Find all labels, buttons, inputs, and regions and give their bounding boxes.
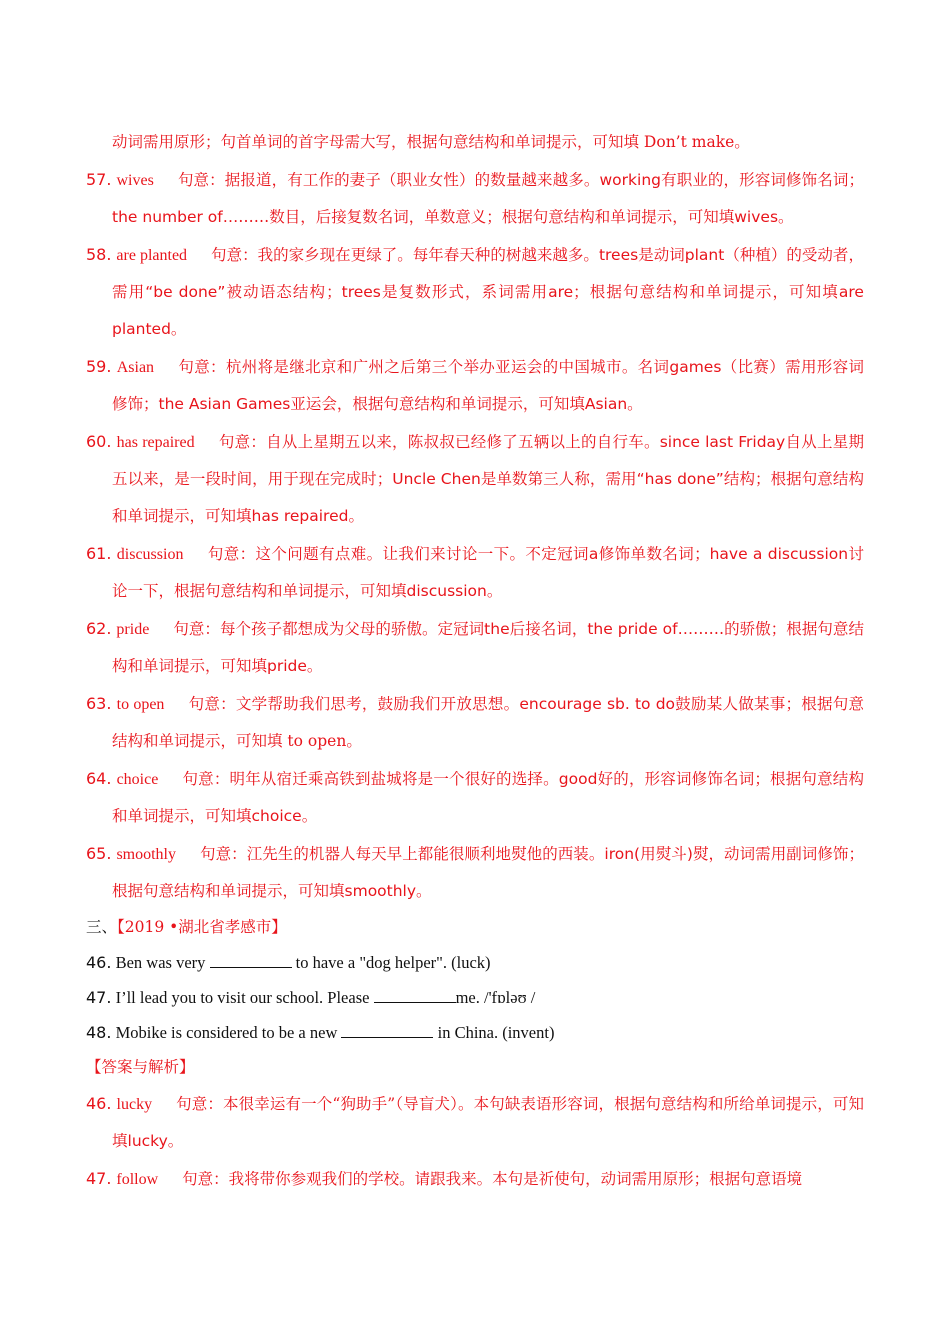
explanation-text: 。 (778, 208, 794, 226)
item-number: 46. (86, 1094, 112, 1113)
answer-item-57 (86, 161, 864, 236)
explanation-text: 亚运会，根据句意结构和单词提示，可知填 (290, 395, 585, 413)
english-term: working (599, 171, 661, 189)
item-number: 62. (86, 619, 112, 638)
english-term: are (548, 283, 574, 301)
answer-item-58 (86, 236, 864, 348)
english-term: plant (684, 246, 725, 264)
item-number: 57. (86, 170, 112, 189)
explanation-text: （种植）的 (724, 246, 802, 264)
explanation-text: 。 (348, 507, 364, 525)
answer-blank (210, 953, 292, 968)
english-term: wives (734, 208, 779, 226)
explanation-text: 句意：自从上星期五以来，陈叔叔已经修了五辆以上的自行车。 (218, 433, 660, 451)
explanation-text: 句意：这个问题有点难。让我们来讨论一下。不定冠词 (207, 545, 589, 563)
explanation-text: 。 (627, 395, 643, 413)
answer-word: to open (116, 696, 165, 713)
explanation-text: 据句意结构和单词提示，可知填 to open。 (112, 695, 864, 750)
explanation-text: 上星期五以来，是一段时间，用于现在完成时； (112, 433, 864, 488)
explanation-text: 用熨斗 (640, 845, 687, 863)
answer-blank (374, 988, 456, 1003)
english-term: Asian (584, 395, 628, 413)
question-47 (86, 980, 864, 1015)
english-term: the pride of… (587, 620, 694, 638)
item-number: 60. (86, 432, 112, 451)
explanation-text: 句意结构和单词提示，可知填 (112, 770, 864, 825)
english-term: trees (598, 246, 639, 264)
answer-word: discussion (116, 546, 184, 563)
explanation-text: ……的骄傲；根 (693, 620, 802, 638)
answer-item-46 (86, 1085, 864, 1160)
explanation-text: 构；根据句意结构和单词提示，可知填 (112, 470, 864, 525)
question-text: I’ll lead you to visit our school. Please (115, 988, 374, 1007)
english-term: games (669, 358, 722, 376)
answer-item-64 (86, 760, 864, 835)
explanation-text: 句意：据报道，有工作的妻子（职业女性）的数量越来越多。 (177, 171, 600, 189)
section-prefix: 三、 (86, 918, 118, 936)
english-term: ) (686, 845, 693, 863)
explanation-text: 据句意结构和单词提示，可知填 (112, 620, 864, 675)
answer-word: lucky (116, 1096, 153, 1113)
explanation-text: 熨，动词需用副词 (692, 845, 818, 863)
explanation-text: 鼓励某人做某事；根 (675, 695, 817, 713)
english-term: “be done” (145, 283, 226, 301)
explanation-text: 句意：江先生的机器人每天早上都能很顺利地熨他的西装。 (200, 845, 605, 863)
explanation-text: 是单数第三人称，需用 (480, 470, 637, 488)
english-term: pride (267, 657, 307, 675)
answer-word: has repaired (116, 434, 195, 451)
answer-word: follow (116, 1171, 159, 1188)
answer-blank (341, 1023, 433, 1038)
question-text: in China. (invent) (433, 1023, 555, 1042)
explanation-text: 句意：我将带你参观我们的学校。请跟我来。本句是祈使句，动词需用原形；根据句意语境 (182, 1170, 803, 1188)
english-term: discussion (406, 582, 487, 600)
answer-item-65 (86, 835, 864, 910)
explanation-text: 。 (167, 1132, 184, 1150)
answer-word: smoothly (116, 846, 176, 863)
english-term: good (558, 770, 598, 788)
item-number: 61. (86, 544, 112, 563)
item-number: 58. (86, 245, 112, 264)
explanation-text: 饰名词； (801, 171, 864, 189)
explanation-text: （比赛）需用 (721, 358, 817, 376)
english-term: trees (341, 283, 381, 301)
answer-word: pride (116, 621, 150, 638)
english-term: lucky (127, 1132, 168, 1150)
explanation-text: 被动语态结构； (225, 283, 342, 301)
answer-item-47 (86, 1160, 864, 1198)
answer-item-61 (86, 535, 864, 610)
explanation-text: 示，可知填 (755, 283, 839, 301)
answer-item-60 (86, 423, 864, 535)
english-term: discussion (767, 545, 849, 563)
english-term: since last Friday (659, 433, 786, 451)
question-48 (86, 1015, 864, 1050)
question-text: to have a "dog helper". (luck) (291, 953, 491, 972)
english-term: “has done” (636, 470, 724, 488)
item-number: 64. (86, 769, 112, 788)
question-number: 47. (86, 988, 112, 1007)
explanation-text: 句意：本很幸运有一个“狗助手”（导盲犬）。本句缺表语形容词，根据句意结构和所给单词 (176, 1095, 786, 1113)
question-text: me. /'fɒləʊ / (455, 988, 536, 1007)
answer-word: wives (116, 172, 154, 189)
answer-item-63 (86, 685, 864, 760)
explanation-text: 后接名词， (509, 620, 588, 638)
explanation-text: 修饰单数名词； (598, 545, 710, 563)
english-term: iron( (604, 845, 641, 863)
explanation-text: 形容词修饰； (112, 358, 864, 413)
question-number: 46. (86, 953, 112, 972)
explanation-text: ……数目，后接复数名词，单数意义；根据句意结构和单词提示，可知填 (238, 208, 735, 226)
explanation-text: ；根据句意结构和单词提 (573, 283, 756, 301)
explanation-text: 好的，形容词修饰名词；根据 (597, 770, 802, 788)
section-title: 【2019 •湖北省孝感市】 (117, 918, 287, 936)
english-term: choice (251, 807, 302, 825)
explanation-text: 修饰；根据句意结构和单词提示，可知填 (112, 845, 864, 900)
explanation-text: 受动者，需用 (112, 246, 864, 301)
explanation-text: 。 (170, 320, 187, 338)
english-term: smoothly (344, 882, 417, 900)
question-46 (86, 945, 864, 980)
item-number: 65. (86, 844, 112, 863)
english-term: the number of… (112, 208, 239, 226)
answer-heading: 【答案与解析】 (86, 1058, 195, 1076)
answer-item-59 (86, 348, 864, 423)
explanation-text: 自从 (785, 433, 817, 451)
explanation-text: 句意：杭州将是继北京和广州之后第三个举办亚运会的中国城市。名词 (178, 358, 670, 376)
explanation-text: 是复数形式，系词需用 (380, 283, 549, 301)
explanation-text: 。 (486, 582, 503, 600)
explanation-text: 有职业的，形容词修 (660, 171, 802, 189)
explanation-text: 。 (416, 882, 432, 900)
explanation-text: 讨论一下，根据句意结构和单词提示，可知填 (112, 545, 864, 600)
document-content (86, 124, 864, 1198)
english-term: are planted (112, 283, 864, 338)
explanation-text: 。 (306, 657, 323, 675)
english-term: the (484, 620, 510, 638)
english-term: Uncle Chen (392, 470, 481, 488)
explanation-text: 是动词 (638, 246, 685, 264)
question-text: Mobike is considered to be a new (115, 1023, 342, 1042)
explanation-text: 句意：我的家乡现在更绿了。每年春天种的树越来越多。 (211, 246, 599, 264)
continuation-line (86, 124, 864, 161)
english-term: has repaired (251, 507, 349, 525)
answer-word: choice (116, 771, 159, 788)
english-term: have a (709, 545, 763, 563)
english-term: the Asian Games (158, 395, 291, 413)
continuation-text: 动词需用原形；句首单词的首字母需大写，根据句意结构和单词提示，可知填 Don’t make。 (112, 133, 750, 151)
explanation-text: 提示，可知填 (112, 1095, 864, 1150)
item-number: 63. (86, 694, 112, 713)
english-term: encourage sb. to do (519, 695, 676, 713)
answer-word: are planted (116, 247, 188, 264)
answer-word: Asian (116, 359, 155, 376)
explanation-text: 句意：每个孩子都想成为父母的骄傲。定冠词 (173, 620, 485, 638)
item-number: 47. (86, 1169, 112, 1188)
answer-item-62 (86, 610, 864, 685)
question-number: 48. (86, 1023, 112, 1042)
explanation-text: 句意：明年从宿迁乘高铁到盐城将是一个很好的选择。 (182, 770, 559, 788)
explanation-text: 结 (723, 470, 740, 488)
explanation-text: 句意：文学帮助我们思考，鼓励我们开放思想。 (188, 695, 520, 713)
question-text: Ben was very (115, 953, 210, 972)
english-term: a (588, 545, 599, 563)
item-number: 59. (86, 357, 112, 376)
section-heading (86, 910, 864, 945)
explanation-text: 。 (301, 807, 318, 825)
